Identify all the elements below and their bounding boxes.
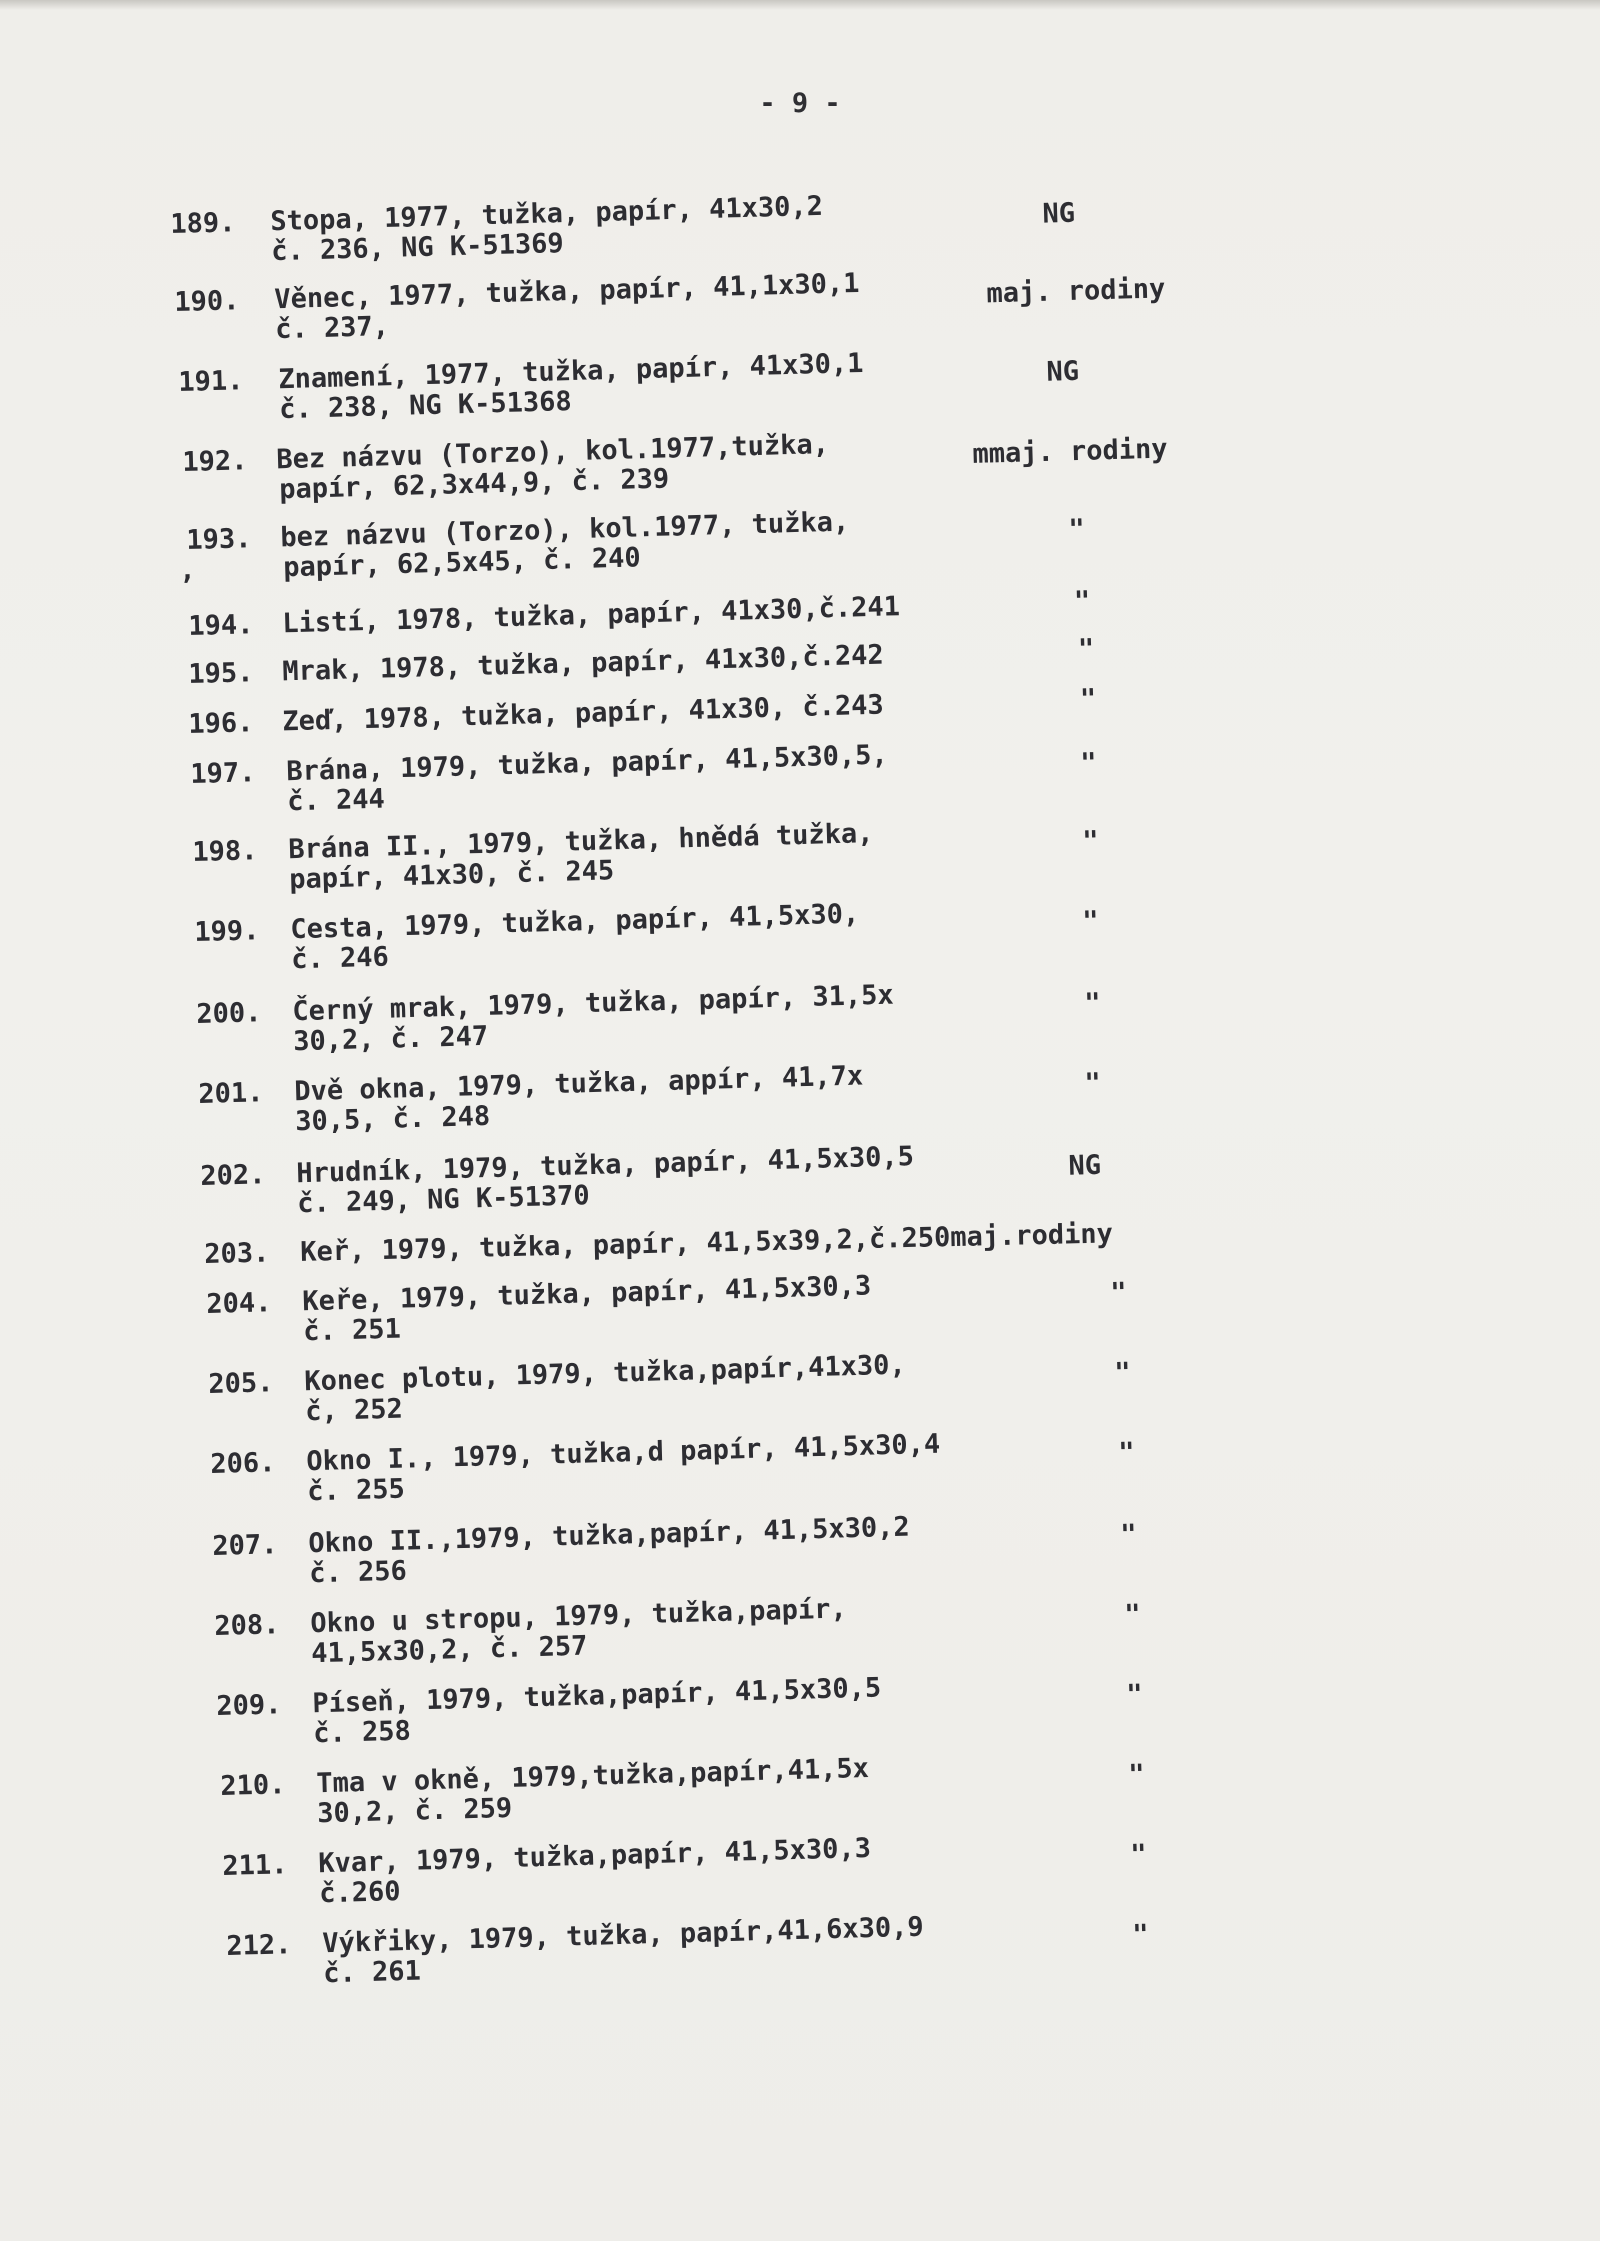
entry-number: 189.: [169, 207, 236, 240]
entry-number: 205.: [207, 1367, 274, 1400]
entry-details: č. 255: [306, 1473, 406, 1508]
entry-owner: ": [1126, 1679, 1144, 1711]
entry-number: 208.: [213, 1609, 280, 1642]
entry-description: Zeď, 1978, tužka, papír, 41x30, č.243: [281, 689, 885, 738]
entry-number: 202.: [199, 1159, 266, 1192]
entry-owner: ": [1120, 1519, 1138, 1551]
entry-details: č. 261: [322, 1955, 422, 1990]
entry-owner: ": [1128, 1759, 1146, 1791]
entry-details: č. 236, NG K-51369: [270, 228, 565, 268]
entry-details: 30,5, č. 248: [294, 1100, 491, 1138]
entry-description: Konec plotu, 1979, tužka,papír,41x30,: [303, 1349, 907, 1398]
entry-number: 206.: [209, 1447, 276, 1480]
entry-description: Dvě okna, 1979, tužka, appír, 41,7x: [293, 1060, 864, 1108]
entry-number: 192.: [181, 445, 248, 478]
entry-owner: ": [1132, 1919, 1150, 1951]
entry-number: 204.: [205, 1287, 272, 1320]
entry-number: 195.: [187, 657, 254, 690]
entry-number: 210.: [219, 1769, 286, 1802]
entry-number: 198.: [191, 835, 258, 868]
entry-description: Bez názvu (Torzo), kol.1977,tužka,: [275, 428, 830, 476]
entry-details: č. 249, NG K-51370: [296, 1180, 591, 1220]
entry-details: č. 258: [312, 1715, 412, 1750]
entry-number: 211.: [221, 1849, 288, 1882]
entry-owner: NG: [1042, 197, 1076, 230]
entry-number: 201.: [197, 1077, 264, 1110]
entry-owner: NG: [1068, 1149, 1102, 1182]
entry-description: Tma v okně, 1979,tužka,papír,41,5x: [315, 1752, 870, 1800]
entry-description: Cesta, 1979, tužka, papír, 41,5x30,: [289, 898, 860, 946]
entry-description: Okno u stropu, 1979, tužka,papír,: [309, 1593, 848, 1640]
entry-owner: ": [1068, 513, 1086, 546]
entry-details: č. 244: [286, 783, 386, 818]
entry-details: č. 246: [290, 941, 390, 976]
entry-description: Černý mrak, 1979, tužka, papír, 31,5x: [291, 979, 895, 1028]
entry-number: 196.: [187, 707, 254, 740]
entry-owner: ": [1110, 1277, 1128, 1309]
entry-description: Brána, 1979, tužka, papír, 41,5x30,5,: [285, 739, 889, 788]
entry-description: Keře, 1979, tužka, papír, 41,5x30,3: [301, 1270, 872, 1318]
entry-description: Keř, 1979, tužka, papír, 41,5x39,2,č.250maj.rodiny: [299, 1218, 1114, 1268]
entry-owner: ": [1080, 747, 1098, 780]
entry-number: 203.: [203, 1237, 270, 1270]
entry-number: 207.: [211, 1529, 278, 1562]
entry-description: Okno II.,1979, tužka,papír, 41,5x30,2: [307, 1511, 911, 1560]
entry-owner: ": [1084, 987, 1102, 1020]
entry-owner: ": [1082, 905, 1100, 938]
entry-details: papír, 41x30, č. 245: [288, 855, 615, 896]
entry-description: Listí, 1978, tužka, papír, 41x30,č.241: [281, 591, 901, 640]
entry-details: 41,5x30,2, č. 257: [310, 1630, 588, 1670]
entry-owner: ": [1124, 1599, 1142, 1631]
entry-description: Okno I., 1979, tužka,d papír, 41,5x30,4: [305, 1428, 941, 1478]
entry-description: Výkřiky, 1979, tužka, papír,41,6x30,9: [321, 1911, 925, 1960]
paper-fold-shadow: [0, 0, 1600, 10]
entry-number: 199.: [193, 915, 260, 948]
entry-description: bez názvu (Torzo), kol.1977, tužka,: [279, 506, 850, 554]
entry-owner: ": [1082, 825, 1100, 858]
entry-details: č. 238, NG K-51368: [278, 386, 573, 426]
entry-number: 191.: [177, 365, 244, 398]
stray-comma: ,: [178, 554, 196, 587]
entry-details: papír, 62,5x45, č. 240: [282, 542, 642, 584]
entry-description: Stopa, 1977, tužka, papír, 41x30,2: [269, 190, 824, 238]
entry-owner: mmaj. rodiny: [972, 433, 1168, 470]
entry-owner: ": [1079, 683, 1097, 716]
entry-details: č.260: [318, 1876, 401, 1910]
entry-owner: ": [1084, 1067, 1102, 1100]
entry-owner: ": [1118, 1437, 1136, 1469]
entry-owner: ": [1114, 1357, 1132, 1389]
entry-details: papír, 62,3x44,9, č. 239: [278, 463, 670, 506]
entry-description: Kvar, 1979, tužka,papír, 41,5x30,3: [317, 1832, 872, 1880]
entry-number: 200.: [195, 997, 262, 1030]
entry-description: Mrak, 1978, tužka, papír, 41x30,č.242: [281, 639, 885, 688]
entry-details: č, 252: [304, 1393, 404, 1428]
entry-description: Znamení, 1977, tužka, papír, 41x30,1: [277, 347, 864, 396]
entry-owner: ": [1077, 633, 1095, 666]
entry-description: Brána II., 1979, tužka, hnědá tužka,: [287, 817, 874, 866]
entry-description: Věnec, 1977, tužka, papír, 41,1x30,1: [273, 267, 860, 316]
entry-details: č. 256: [308, 1555, 408, 1590]
entry-number: 193.: [185, 523, 252, 556]
entry-number: 190.: [173, 285, 240, 318]
page-number: - 9 -: [759, 88, 841, 119]
entry-description: Píseň, 1979, tužka,papír, 41,5x30,5: [311, 1672, 882, 1720]
entry-owner: ": [1073, 585, 1091, 618]
entry-number: 194.: [187, 609, 254, 642]
entry-owner: ": [1130, 1839, 1148, 1871]
entry-details: č. 251: [302, 1313, 402, 1348]
entry-owner: maj. rodiny: [986, 273, 1166, 310]
entry-number: 212.: [225, 1929, 292, 1962]
entry-details: 30,2, č. 247: [292, 1020, 489, 1058]
entry-number: 197.: [189, 757, 256, 790]
entry-owner: NG: [1046, 355, 1080, 388]
entry-details: 30,2, č. 259: [316, 1792, 513, 1830]
entry-description: Hrudník, 1979, tužka, papír, 41,5x30,5: [295, 1141, 915, 1190]
entry-details: č. 237,: [274, 311, 390, 346]
entry-number: 209.: [215, 1689, 282, 1722]
